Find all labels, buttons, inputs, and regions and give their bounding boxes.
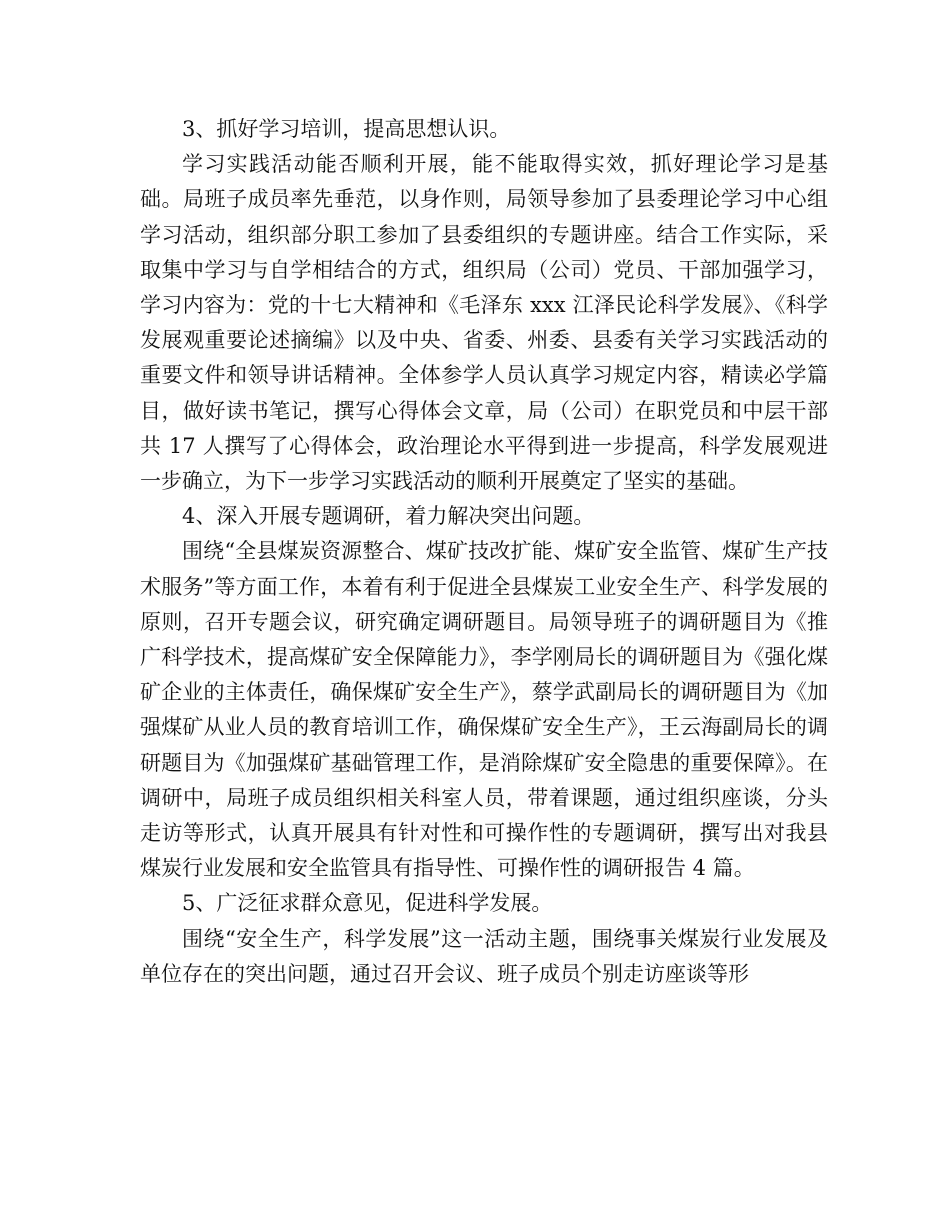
section-heading-4: 4、深入开展专题调研，着力解决突出问题。 — [182, 504, 595, 529]
section-heading-5: 5、广泛征求群众意见，促进科学发展。 — [182, 891, 553, 916]
paragraph-study-training: 学习实践活动能否顺利开展，能不能取得实效，抓好理论学习是基础。局班子成员率先垂范，以身作则，局领导参加了县委理论学习中心组学习活动，组织部分职工参加了县委组织的专题讲座。结合工作实际，采取集中学习与自学相结合的方式，组织局（公司）党员、干部加强学习，学习内容为：党的十七大精神和《毛泽东 xxx 江泽民论科学发展》、《科学发展观重要论述摘编》以及中央、省委、州委、县委有关学习实践活动的重要文件和领导讲话精神。全体参学人员认真学习规定内容，精读必学篇目，做好读书笔记，撰写心得体会文章，局（公司）在职党员和中层干部共 17 人撰写了心得体会，政治理论水平得到进一步提高，科学发展观进一步确立，为下一步学习实践活动的顺利开展奠定了坚实的基础。 — [140, 152, 828, 494]
section-heading-3: 3、抓好学习培训，提高思想认识。 — [182, 117, 511, 141]
document-body — [140, 112, 828, 992]
paragraph-public-opinion: 围绕“安全生产，科学发展”这一活动主题，围绕事关煤炭行业发展及单位存在的突出问题，通过召开会议、班子成员个别走访座谈等形 — [140, 926, 828, 986]
paragraph-research: 围绕“全县煤炭资源整合、煤矿技改扩能、煤矿安全监管、煤矿生产技术服务”等方面工作，本着有利于促进全县煤炭工业安全生产、科学发展的原则，召开专题会议，研究确定调研题目。局领导班子的调研题目为《推广科学技术，提高煤矿安全保障能力》，李学刚局长的调研题目为《强化煤矿企业的主体责任，确保煤矿安全生产》，蔡学武副局长的调研题目为《加强煤矿从业人员的教育培训工作，确保煤矿安全生产》，王云海副局长的调研题目为《加强煤矿基础管理工作，是消除煤矿安全隐患的重要保障》。在调研中，局班子成员组织相关科室人员，带着课题，通过组织座谈，分头走访等形式，认真开展具有针对性和可操作性的专题调研，撰写出对我县煤炭行业发展和安全监管具有指导性、可操作性的调研报告 4 篇。 — [140, 539, 828, 881]
